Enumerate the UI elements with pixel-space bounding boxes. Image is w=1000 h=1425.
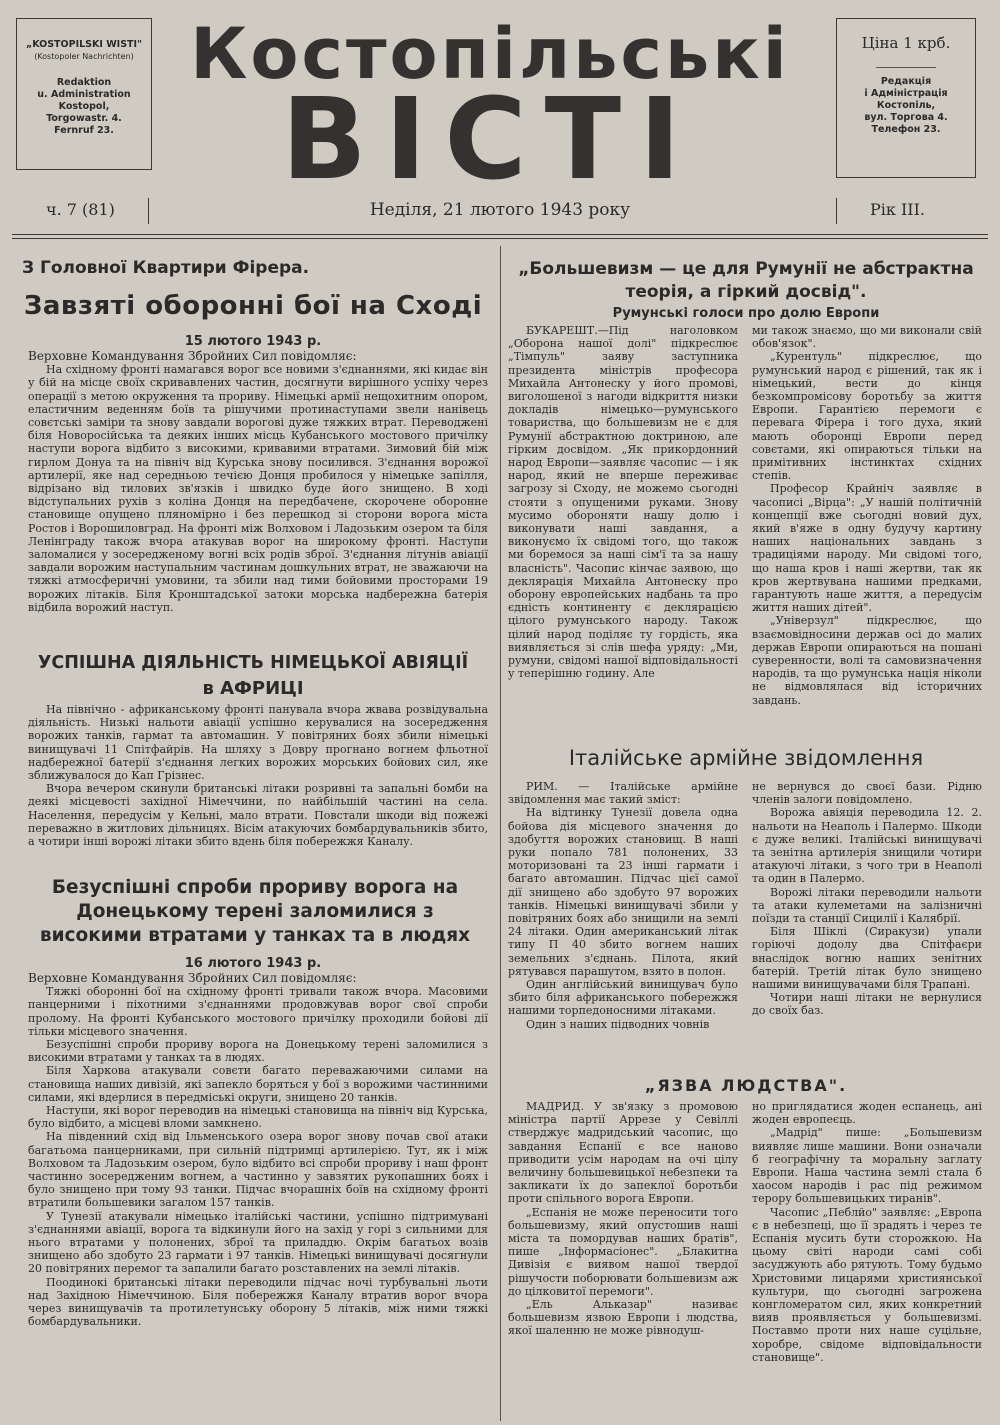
article5-column-1 <box>508 780 738 1031</box>
article4-headline: „Большевизм — це для Румунії не абстрактна теорія, а гіркий досвід". <box>518 259 974 302</box>
article3-paragraph: Тяжкі оборонні бої на східному фронті тривали також вчора. Масовими панцерними і піхотними з'єднаннями продовжував ворог свої спроби пролому. На фронті Кубанського мостового причілку проходили бойові дії тільки місцевого значення. <box>28 985 488 1038</box>
article3-date: 16 лютого 1943 р. <box>184 956 322 971</box>
article1-intro: Верховне Командування Збройних Сил повідомляє: <box>28 349 357 363</box>
issue-year: Рік III. <box>870 200 926 219</box>
article5-column-2 <box>752 780 982 1018</box>
box-line: u. Administration <box>37 89 131 100</box>
article5-paragraph: Чотири наші літаки не вернулися до своїх баз. <box>752 991 982 1018</box>
article1-date: 15 лютого 1943 р. <box>184 334 322 349</box>
article5-paragraph: Ворожа авіяція переводила 12. 2. нальоти на Неаполь і Палермо. Шкоди є дуже великі. Італійські винищувачі та зенітна артилерія знищили чотири атакуючі літаки, з чого три в Неаполі та один в Палермо. <box>752 806 982 886</box>
article5-headline: Італійське армійне звідомлення <box>568 746 924 770</box>
box-line: Редакція <box>880 76 932 87</box>
masthead-line1: Костопільські <box>190 13 790 95</box>
article6-column-1 <box>508 1100 738 1338</box>
article6-column-2 <box>752 1100 982 1364</box>
article4-column-1 <box>508 324 738 680</box>
article2-paragraph: Вчора вечером скинули британські літаки розривні та запальні бомби на деякі місцевості західної Німеччини, по найбільшій частині на села. Населення, передусім у Кельні, мало втрати. Повстали шкоди від пожежі переважно в житлових дільницях. Вісім атакуючих бомбардувальників збито, а чотири інші ворожі літаки збито вдень біля побережжя Каналу. <box>28 782 488 849</box>
article4-paragraph: БУКАРЕШТ.—Під наголовком „Оборона нашої долі" підкреслює „Тімпуль" заяву заступника президента міністрів професора Михайла Антонеску у його промові, виголошеної з нагоди відкриття низки докладів німецько—румунського товариства, що большевизм не є для Румунії абстрактною доктриною, але гірким досвідом. „Як прикордонний народ Европи—заявляє часопис — і як народ, який не вперше переживає загрозу зі Сходу, не можемо сьогодні стояти з опущеними руками. Знову мусимо обороняти нашу долю і виконувати наші завдання, а виконуємо їх свідомі того, що також ми боремося за наші сім'ї та за нашу власність". Часопис кінчає заявою, що деклярація Михайла Антонеску про оборону европейських надбань та про єдність континенту є деклярацією цілого румунського народу. Також цілий народ поділяє ту гордість, яка виявляється зі слів шефа уряду: „Ми, румуни, свідомі нашої відповідальності у теперішню годину. Але <box>508 324 738 681</box>
article3-paragraph: Наступи, які ворог переводив на німецькі становища на північ від Курська, було відбито, а місцеві вломи замкнено. <box>28 1104 488 1131</box>
article3-paragraph: Біля Харкова атакували совєти багато переважаючими силами на становища наших дивізій, які запекло боряться у бої з ворожими частинними силами, які вдерлися в передміські округи, знищено 20 танків. <box>28 1064 488 1104</box>
box-line: Телефон 23. <box>871 124 941 135</box>
article5-paragraph: Один з наших підводних човнів <box>526 1017 710 1031</box>
article3-intro: Верховне Командування Збройних Сил повідомляє: <box>28 971 357 985</box>
article6-paragraph: „Еспанія не може переносити того большевизму, який опустошив наші міста та помордував наших братів", пише „Інформасіонес". „Блакитна Дивізія є виявом нашої твердої рішучости поборювати большевизм аж до цілковитої перемоги". <box>508 1205 738 1298</box>
article5-paragraph: не вернувся до своєї бази. Рідню членів залоги повідомлено. <box>752 780 982 807</box>
article1-body <box>28 350 488 614</box>
masthead-line2: ВІСТІ <box>281 75 699 205</box>
box-line: Redaktion <box>56 77 112 88</box>
article6-paragraph: МАДРИД. У зв'язку з промовою міністра партії Аррезе у Севіллі стверджує мадридський часопис, що завдання Еспанії є все наново приводити усім народам на очі цілу величину большевицької небезпеки та закликати їх до запеклої боротьби проти спільного ворога Европи. <box>508 1100 738 1206</box>
article4-subhead: Румунські голоси про долю Европи <box>612 306 880 321</box>
publisher-box-german <box>16 18 152 170</box>
article1-paragraph: На східному фронті намагався ворог все новими з'єднаннями, які кидає він у бій на місце своїх скривавлених частин, досягнути вирішного успіху через операції з метою окруження та прориву. Німецькі армії нещохитним опором, еластичним веденням боїв та рішучими протинаступами звели нанівець совєтські заміри та знову завдали ворогові дуже тяжких втрат. Переводжені біля Новоросійська та деяких інших місць Кубанського мостового причілку наступи ворога відбито з високими, кривавими втратами. Зимовий бій між гирлом Донуа та на північ від Курська знову посилився. З'єднання ворожої артилерії, яке над середньою течією Донця пробилося у німецьке запілля, відрізано від тилових зв'язків і швидко буде його знищено. В ході відступальних рухів з коліна Донця на передбачене, скорочене оборонне становище опущено пляномірно і без перешкод зі сторони ворога міста Ростов і Ворошиловград. На фронті між Волховом і Ладозьким озером та біля Ленінграду також вчора атакував ворог на широкому фронті. Наступи заломалися у зосередженому вогні всіх родів зброї. З'єднання літунів авіації завдали ворожим наступальним частинам дошкульних втрат, не зважаючи на тяжкі атмосферичні умовини, та збили над тими бойовими просторами 19 ворожих літаків. Біля Кронштадської затоки морська надбережна батерія відбила ворожий наступ. <box>28 363 488 614</box>
box-line: Torgowastr. 4. <box>46 113 122 124</box>
article5-paragraph: Ворожі літаки переводили нальоти та атаки кулеметами на залізничні поїзди та станції Сицилії і Калябрії. <box>752 885 982 926</box>
article6-paragraph: „Мадрід" пише: „Большевизм виявляє лише машини. Вони означали б географічну та моральну заглату Европи. Наша частина землі стала б хаосом народів і рас під режимом терору большевицьких тиранів". <box>752 1126 982 1206</box>
article4-column-2 <box>752 324 982 707</box>
issue-date: Неділя, 21 лютого 1943 року <box>369 200 631 220</box>
box-title: „KOSTOPILSKI WISTI" <box>25 39 143 50</box>
box-line: вул. Торгова 4. <box>864 112 948 123</box>
article5-paragraph: Один англійський винищувач було збито біля африканського побережжя нашими торпедоносними літаками. <box>508 978 738 1018</box>
box-line: і Адміністрація <box>864 88 948 99</box>
article6-paragraph: „Ель Альказар" називає большевизм язвою Европи і людства, якої шаленню не може рівнодуш- <box>508 1298 738 1338</box>
article5-paragraph: Біля Шіклі (Сиракузи) упали горіючі додолу два Спітфаєри внаслідок вогню наших зенітних батерій. Третій літак було знищено нашими винищувачами біля Трапані. <box>752 925 982 992</box>
article2-paragraph: На північно - африканському фронті панувала вчора жвава розвідувальна діяльність. Низькі нальоти авіації успішно керувалися на зосередження ворожих танків, гармат та автомашин. У повітряних боях збили німецькі винищувачі 11 Спітфайрів. На шляху з Довру прогнано вогнем фльотної надбережної батерії з'єднання легких ворожих морських бойових сил, яке зближувалося до Кап Грізнес. <box>28 703 488 783</box>
box-line: Костопіль, <box>876 100 936 111</box>
article3-paragraph: Поодинокі британські літаки переводили підчас ночі турбувальні льоти над Західною Німеччиною. Біля побережжя Каналу втратив ворог вчора через винищувачів та протилетунську оборону 5 літаків, між ними тяжкі бомбардувальники. <box>28 1275 488 1329</box>
article3-body <box>28 972 488 1328</box>
article6-paragraph: Часопис „Пеблйо" заявляє: „Европа є в небезпеці, що її зрадять і через те Еспанія мусить бути сторожкою. На цьому світі народи самі собі засуджують або рятують. Тому будьмо Христовими лицарями християнської культури, що сьогодні загрожена конгломератом сил, яких конкретний вияв проявляється у большевизмі. Поставмо проти них наше суцільне, хоробре, свідоме відповідальности становище". <box>752 1205 982 1364</box>
article6-paragraph: но приглядатися жоден еспанець, ані жоден европеєць. <box>752 1100 982 1127</box>
article2-headline-2: в АФРИЦІ <box>202 678 304 699</box>
article3-headline: Безуспішні спроби прориву ворога на Донецькому терені заломилися з високими втратами у танках та в людях <box>39 877 471 946</box>
article5-paragraph: На відтинку Тунезії довела одна бойова дія місцевого значення до здобуття ворожих становищ. В наші руки попало 781 полонених, 33 моторизовані та 23 інші гармати і багато автомашин. Підчас цієї самої дії знищено або здобуто 97 ворожих танків. Німецькі винищувачі збили у повітряних боях або знищили на землі 24 літаки. Один американський літак типу П 40 збито вогнем наших земельних з'єднань. Пілота, який рятувався парашутом, взято в полон. <box>508 806 738 978</box>
article4-paragraph: „Універзул" підкреслює, що взаємовідносини держав осі до малих держав Европи опираються на пошані суверенности, волі та самовизначення народів, та що румунська нація ніколи не відмовлялася від історичних завдань. <box>752 614 982 707</box>
article3-paragraph: Безуспішні спроби прориву ворога на Донецькому терені заломилися з високими втратами у танках та в людях. <box>28 1038 488 1065</box>
article2-headline: УСПІШНА ДІЯЛЬНІСТЬ НІМЕЦЬКОЇ АВІЯЦІЇ <box>37 653 469 673</box>
article2-body <box>28 703 488 848</box>
publisher-box-ukrainian <box>836 18 976 178</box>
price: Ціна 1 крб. <box>861 34 951 52</box>
article4-paragraph: Професор Крайніч заявляє в часописі „Вірца": „У нашій політичній концепції вже сьогодні новий дух, який в'яже в одну будучу картину наших національних завдань з традиціями народу. Ми свідомі того, що наша кров і наші жертви, так як кров жертвувана нашими предками, гарантують наше життя, а передусім життя наших дітей". <box>752 482 982 615</box>
article1-headline: Завзяті оборонні бої на Сході <box>23 291 483 321</box>
box-line: Kostopol, <box>58 101 110 112</box>
article6-headline: „ЯЗВА ЛЮДСТВА". <box>644 1076 848 1095</box>
box-line: Fernruf 23. <box>54 125 114 136</box>
article3-paragraph: У Тунезії атакували німецько італійські частини, успішно підтримувані з'єднаннями авіації, ворога та відкинули його на захід у горі з сильними для нього втратами у полонених, зброї та приладдю. Окрім багатьох возів знищено або здобуто 23 гармати і 97 танків. Німецькі винищувачі досягнули 20 повітряних перемог та запалили багато розставлених на землі літаків. <box>28 1209 488 1276</box>
article3-paragraph: На південний схід від Ільменського озера ворог знову почав свої атаки багатьома панцерниками, при сильній підтримці артилерією. Тут, як і між Волховом та Ладозьким озером, було відбито всі спроби прориву і наш фронт частинно зосередженим вогнем, а частинно у завзятих рукопашних боях і було знищено при тому 93 танки. Підчас вчорашніх боїв на східному фронті втратили большевики загалом 157 танків. <box>28 1130 488 1210</box>
article4-paragraph: ми також знаємо, що ми виконали свій обов'язок". <box>752 324 982 351</box>
box-subtitle: (Kostopoler Nachrichten) <box>34 52 134 61</box>
article5-paragraph: РИМ. — Італійське армійне звідомлення має такий зміст: <box>508 780 738 807</box>
article4-paragraph: „Курентуль" підкреслює, що румунський народ є рішений, так як і німецький, вести до кінця безкомпромісову боротьбу за життя Европи. Гарантією перемоги є перевага Фірера і того духа, який мають оборонці Европи перед совєтами, які опираються тільки на примітивних інстинктах східних степів. <box>752 350 982 483</box>
article1-kicker: З Головної Квартири Фірера. <box>22 258 310 278</box>
issue-number: ч. 7 (81) <box>46 200 115 219</box>
